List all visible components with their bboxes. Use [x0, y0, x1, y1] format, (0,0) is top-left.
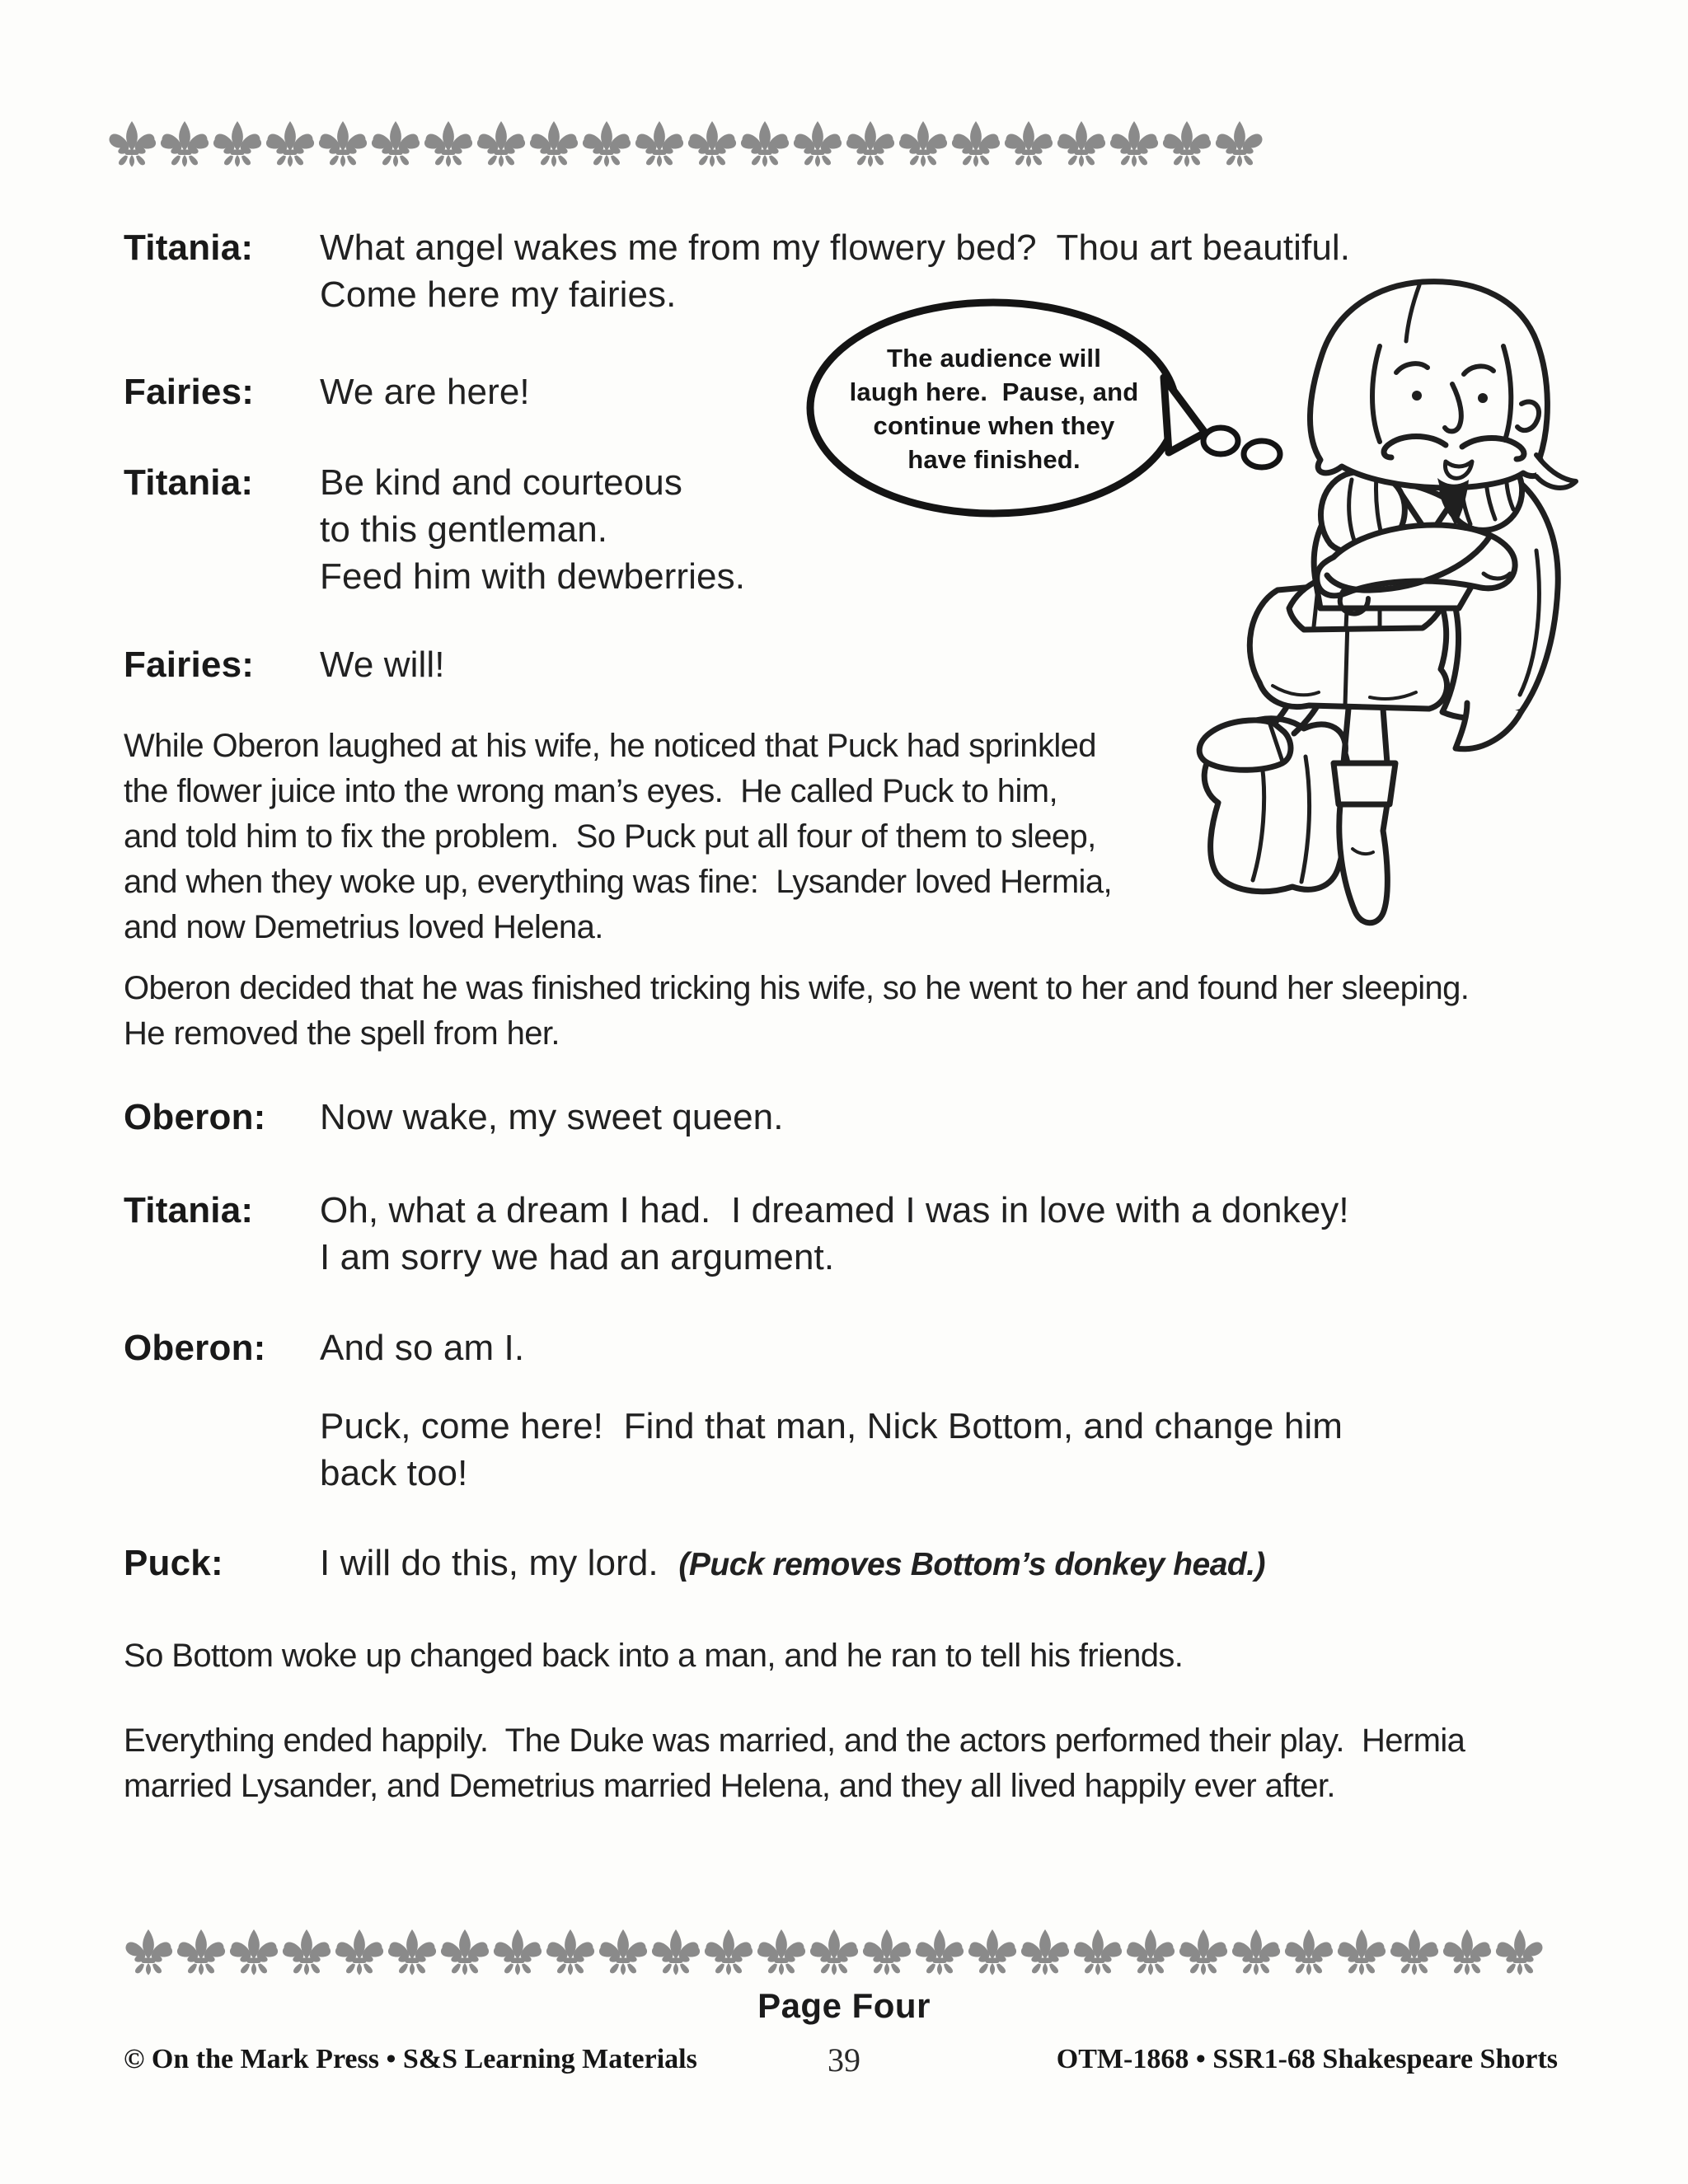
script-block — [124, 1540, 1574, 1588]
script-block — [124, 1094, 1574, 1141]
bubble-line: continue when they — [873, 411, 1115, 440]
footer-page-number: 39 — [828, 2041, 860, 2079]
narration-line: While Oberon laughed at his wife, he noticed that Puck had sprinkled — [124, 728, 1096, 764]
stage-direction: (Puck removes Bottom’s donkey head.) — [678, 1547, 1266, 1582]
narration-line: the flower juice into the wrong man’s eyes. He called Puck to him, — [124, 773, 1057, 809]
script-line: We are here! — [320, 372, 530, 412]
script-line: And so am I. — [320, 1328, 525, 1368]
dialogue-lines — [320, 1094, 1574, 1141]
speaker-name: Oberon: — [124, 1328, 266, 1368]
speaker-name: Fairies: — [124, 644, 255, 685]
script-line: Come here my fairies. — [320, 274, 677, 315]
speaker-name: Titania: — [124, 1190, 254, 1230]
script-line: I am sorry we had an argument. — [320, 1237, 835, 1277]
script-block — [124, 1187, 1574, 1281]
narration-line: Oberon decided that he was finished tricking his wife, so he went to her and found her sleeping. — [124, 970, 1470, 1006]
speaker-name: Oberon: — [124, 1097, 266, 1137]
fleur-de-lis-border-top — [106, 117, 1296, 170]
bubble-line: laugh here. Pause, and — [849, 377, 1139, 406]
narration-paragraph — [124, 1718, 1599, 1809]
speaker-name: Titania: — [124, 462, 254, 503]
footer-copyright: © On the Mark Press • S&S Learning Materials — [124, 2044, 697, 2074]
speaker-name: Titania: — [124, 227, 254, 268]
narration-line: He removed the spell from her. — [124, 1015, 560, 1052]
narration-line: Everything ended happily. The Duke was married, and the actors performed their play. Hermia — [124, 1722, 1465, 1759]
script-line: Now wake, my sweet queen. — [320, 1097, 784, 1137]
script-block — [124, 1403, 1574, 1497]
dialogue-lines — [320, 1403, 1574, 1497]
shakespeare-character-illustration — [1136, 221, 1688, 1012]
dialogue-lines — [320, 1540, 1574, 1588]
page-label: Page Four — [757, 1986, 931, 2025]
script-line: Be kind and courteous — [320, 462, 682, 503]
dialogue-lines — [320, 1187, 1574, 1281]
script-line: Feed him with dewberries. — [320, 556, 746, 597]
footer-product-code: OTM-1868 • SSR1-68 Shakespeare Shorts — [1056, 2044, 1558, 2074]
narration-line: So Bottom woke up changed back into a man, and he ran to tell his friends. — [124, 1638, 1184, 1674]
script-block — [124, 1324, 1574, 1371]
fleur-de-lis-border-bottom — [122, 1925, 1559, 1978]
script-line: What angel wakes me from my flowery bed? Thou art beautiful. — [320, 227, 1351, 268]
script-line: Puck, come here! Find that man, Nick Bottom, and change him — [320, 1406, 1343, 1446]
narration-line: and now Demetrius loved Helena. — [124, 909, 603, 945]
script-line: I will do this, my lord. (Puck removes Bottom’s donkey head.) — [320, 1543, 1266, 1583]
dialogue-lines — [320, 1324, 1574, 1371]
speaker-name: Puck: — [124, 1543, 223, 1583]
script-line: We will! — [320, 644, 445, 685]
narration-line: and when they woke up, everything was fine: Lysander loved Hermia, — [124, 864, 1112, 900]
narration-line: married Lysander, and Demetrius married Helena, and they all lived happily ever after. — [124, 1768, 1335, 1804]
script-line: back too! — [320, 1453, 468, 1493]
script-line: Oh, what a dream I had. I dreamed I was in love with a donkey! — [320, 1190, 1349, 1230]
narration-line: and told him to fix the problem. So Puck put all four of them to sleep, — [124, 818, 1096, 855]
bubble-line: The audience will — [886, 344, 1102, 373]
bubble-line: have finished. — [907, 445, 1081, 474]
script-line: to this gentleman. — [320, 509, 608, 550]
audience-note-text — [816, 341, 1172, 476]
narration-paragraph — [124, 1633, 1599, 1679]
speaker-name: Fairies: — [124, 372, 255, 412]
